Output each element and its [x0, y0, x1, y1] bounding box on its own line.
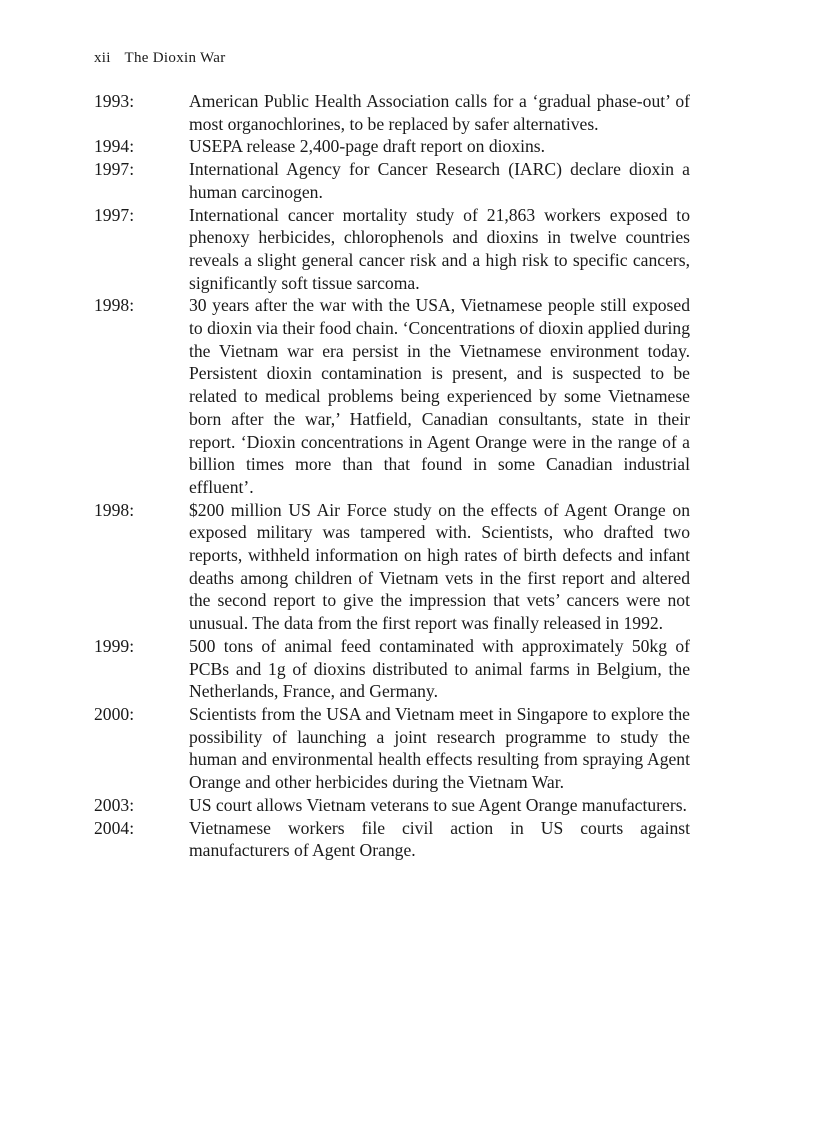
entry-year: 1997: — [94, 204, 135, 225]
entry-year: 2000: — [94, 703, 135, 724]
book-title: The Dioxin War — [124, 50, 226, 66]
timeline-entry — [94, 794, 690, 817]
entry-text: International cancer mortality study of 21,863 workers exposed to phenoxy herbicides, chlorophenols and dioxins in twelve countries reveals a slight general cancer risk and a high risk to specific cancers, significantly soft tissue sarcoma. — [189, 204, 690, 293]
timeline-entry — [94, 158, 690, 203]
entry-year: 1999: — [94, 635, 135, 656]
timeline-entry — [94, 135, 690, 158]
entry-text: International Agency for Cancer Research (IARC) declare dioxin a human carcinogen. — [189, 159, 690, 202]
page-number: xii — [94, 50, 111, 66]
entry-text: 30 years after the war with the USA, Vietnamese people still exposed to dioxin via their food chain. ‘Concentrations of dioxin applied during the Vietnam war era persist in the Vietnamese environment today. Persistent dioxin contamination is present, and is suspected to be related to medical problems being experienced by some Vietnamese born after the war,’ Hatfield, Canadian consultants, state in their report. ‘Dioxin concentrations in Agent Orange were in the range of a billion times more than that found in some Canadian industrial effluent’. — [189, 295, 690, 497]
entry-text: USEPA release 2,400-page draft report on dioxins. — [189, 136, 546, 157]
entry-text: $200 million US Air Force study on the effects of Agent Orange on exposed military was tampered with. Scientists, who drafted two reports, withheld information on high rates of birth defects and infant deaths among children of Vietnam vets in the first report and altered the second report to give the impression that vets’ cancers were not unusual. The data from the first report was finally released in 1992. — [189, 499, 690, 634]
entry-text: US court allows Vietnam veterans to sue Agent Orange manufacturers. — [189, 794, 687, 815]
entry-text: Vietnamese workers file civil action in US courts against manufacturers of Agent Orange. — [189, 817, 690, 861]
timeline-entry — [94, 294, 690, 498]
entry-year: 1998: — [94, 295, 135, 316]
timeline-entry — [94, 703, 690, 794]
entry-text: American Public Health Association calls for a ‘gradual phase-out’ of most organochlorines, to be replaced by safer alternatives. — [189, 91, 690, 134]
entry-year: 2004: — [94, 817, 135, 838]
timeline-entry — [94, 635, 690, 703]
running-head — [94, 50, 226, 67]
entry-year: 1997: — [94, 159, 135, 180]
timeline-entry — [94, 204, 690, 295]
timeline-entry — [94, 499, 690, 635]
entry-text: Scientists from the USA and Vietnam meet in Singapore to explore the possibility of launching a joint research programme to study the human and environmental health effects resulting from spraying Agent Orange and other herbicides during the Vietnam War. — [189, 703, 690, 793]
entry-year: 1994: — [94, 136, 135, 157]
timeline-list — [94, 90, 690, 862]
entry-year: 1998: — [94, 499, 135, 520]
entry-text: 500 tons of animal feed contaminated with approximately 50kg of PCBs and 1g of dioxins distributed to animal farms in Belgium, the Netherlands, France, and Germany. — [189, 635, 690, 702]
entry-year: 1993: — [94, 91, 135, 111]
entry-year: 2003: — [94, 794, 135, 815]
timeline-entry — [94, 817, 690, 862]
timeline-entry — [94, 90, 690, 135]
